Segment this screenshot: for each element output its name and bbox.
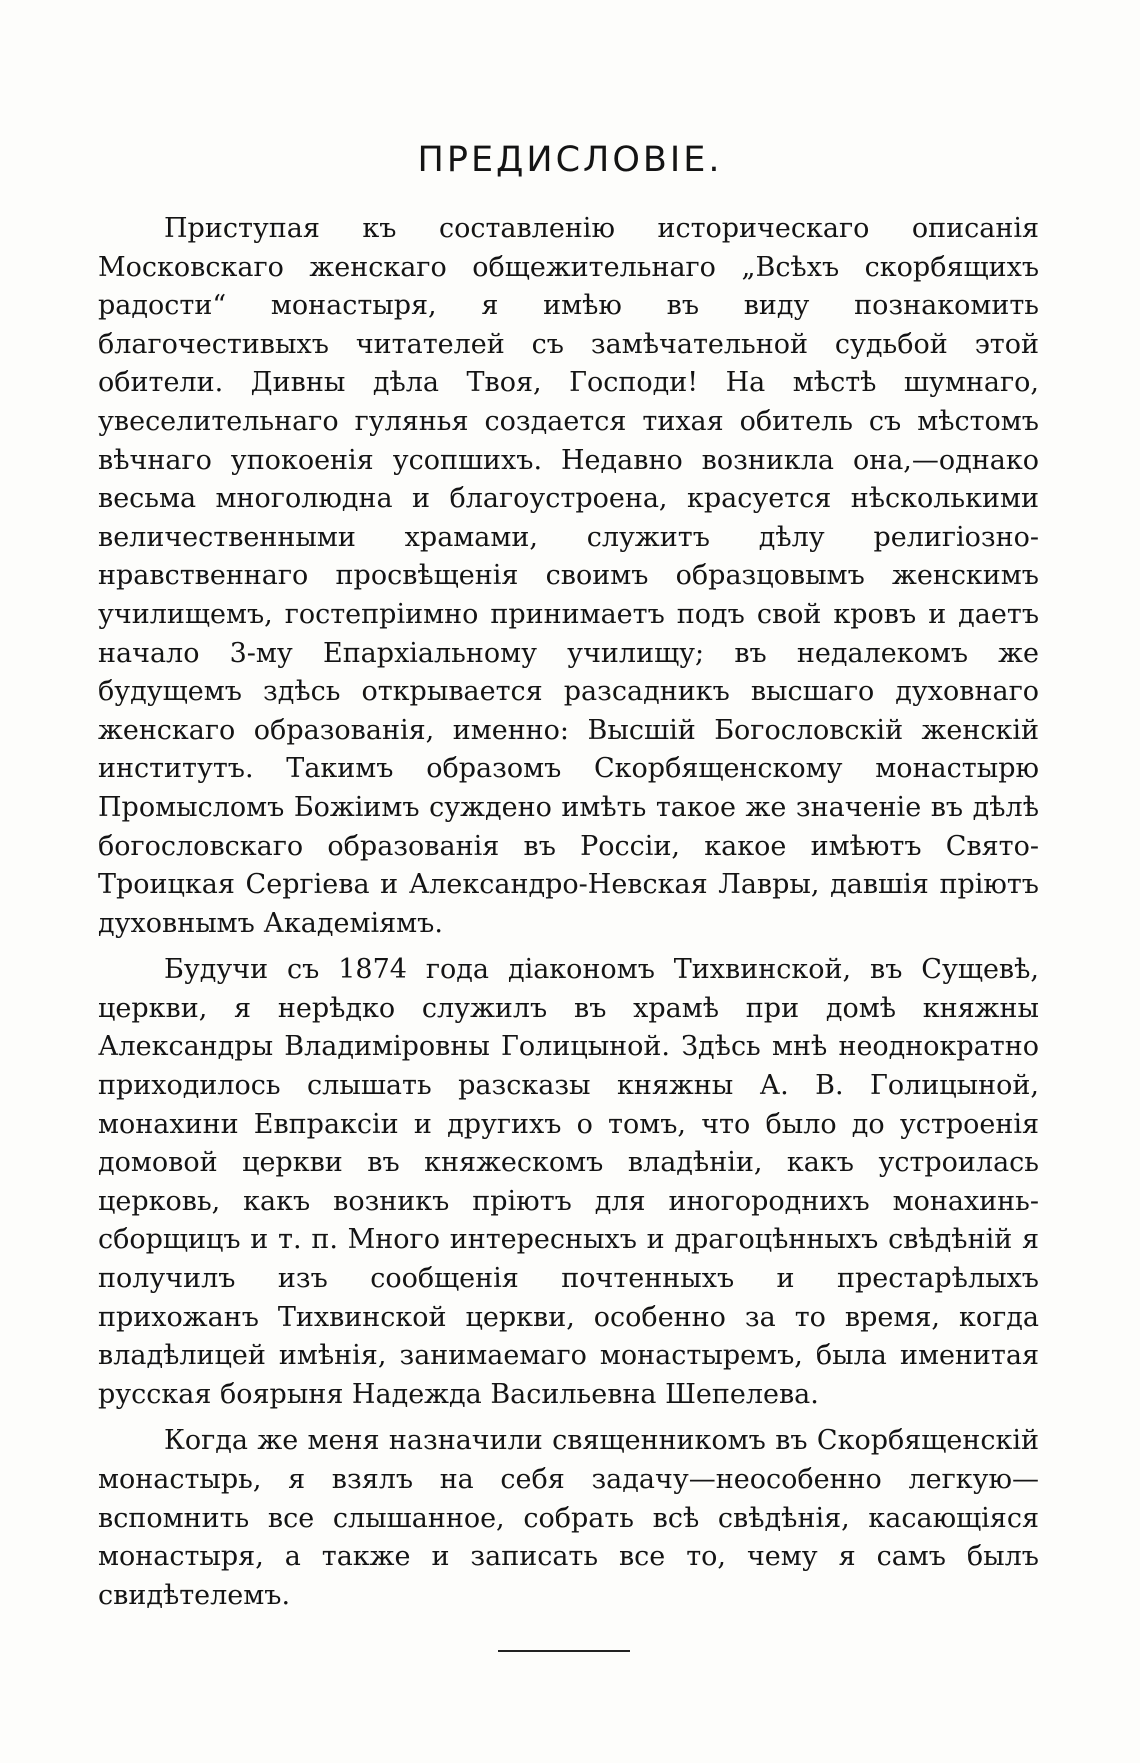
paragraph-2: Будучи съ 1874 года дiакономъ Тихвинской, въ Сущевѣ, церкви, я нерѣдко служилъ въ храмѣ при домѣ княжны Александры Владимiровны Голицыной. Здѣсь мнѣ неоднократно приходилось слышать разсказы княжны А. В. Голицыной, монахини Евпраксiи и другихъ о томъ, что было до устроенiя домовой церкви въ княжескомъ владѣнiи, какъ устроилась церковь, какъ возникъ прiютъ для иногороднихъ монахинь-сборщицъ и т. п. Много интересныхъ и драгоцѣнныхъ свѣдѣнiй я получилъ изъ сообщенiя почтенныхъ и престарѣлыхъ прихожанъ Тихвинской церкви, особенно за то время, когда владѣлицей имѣнiя, занимаемаго монастыремъ, была именитая русская боярыня Надежда Васильевна Шепелева.	[98, 954, 1039, 1410]
paragraph-1: Приступая къ составленiю историческаго описанiя Московскаго женскаго общежительнаго „Всѣхъ скорбящихъ радости“ монастыря, я имѣю въ виду познакомить благочестивыхъ читателей съ замѣчательной судьбой этой обители. Дивны дѣла Твоя, Господи! На мѣстѣ шумнаго, увеселительнаго гулянья создается тихая обитель съ мѣстомъ вѣчнаго упокоенiя усопшихъ. Недавно возникла она,—однако весьма многолюдна и благоустроена, красуется нѣсколькими величественными храмами, служитъ дѣлу религiозно-нравственнаго просвѣщенiя своимъ образцовымъ женскимъ училищемъ, гостепрiимно принимаетъ подъ свой кровъ и даетъ начало 3-му Епархiальному училищу; въ недалекомъ же будущемъ здѣсь открывается разсадникъ высшаго духовнаго женскаго образованiя, именно: Высшiй Богословскiй женскiй институтъ. Такимъ образомъ Скорбященскому монастырю Промысломъ Божiимъ суждено имѣть такое же значенiе въ дѣлѣ богословскаго образованiя въ Россiи, какое имѣютъ Свято-Троицкая Сергiева и Александро-Невская Лавры, давшiя прiютъ духовнымъ Академiямъ.	[98, 213, 1039, 939]
page-title: ПРЕДИСЛОВIЕ.	[417, 140, 723, 180]
end-divider	[498, 1650, 630, 1652]
preface-body	[98, 210, 1039, 1615]
paragraph-3: Когда же меня назначили священникомъ въ Скорбященскiй монастырь, я взялъ на себя задачу—неособенно легкую—вспомнить все слышанное, собрать всѣ свѣдѣнiя, касающiяся монастыря, а также и записать все то, чему я самъ былъ свидѣтелемъ.	[98, 1425, 1039, 1611]
